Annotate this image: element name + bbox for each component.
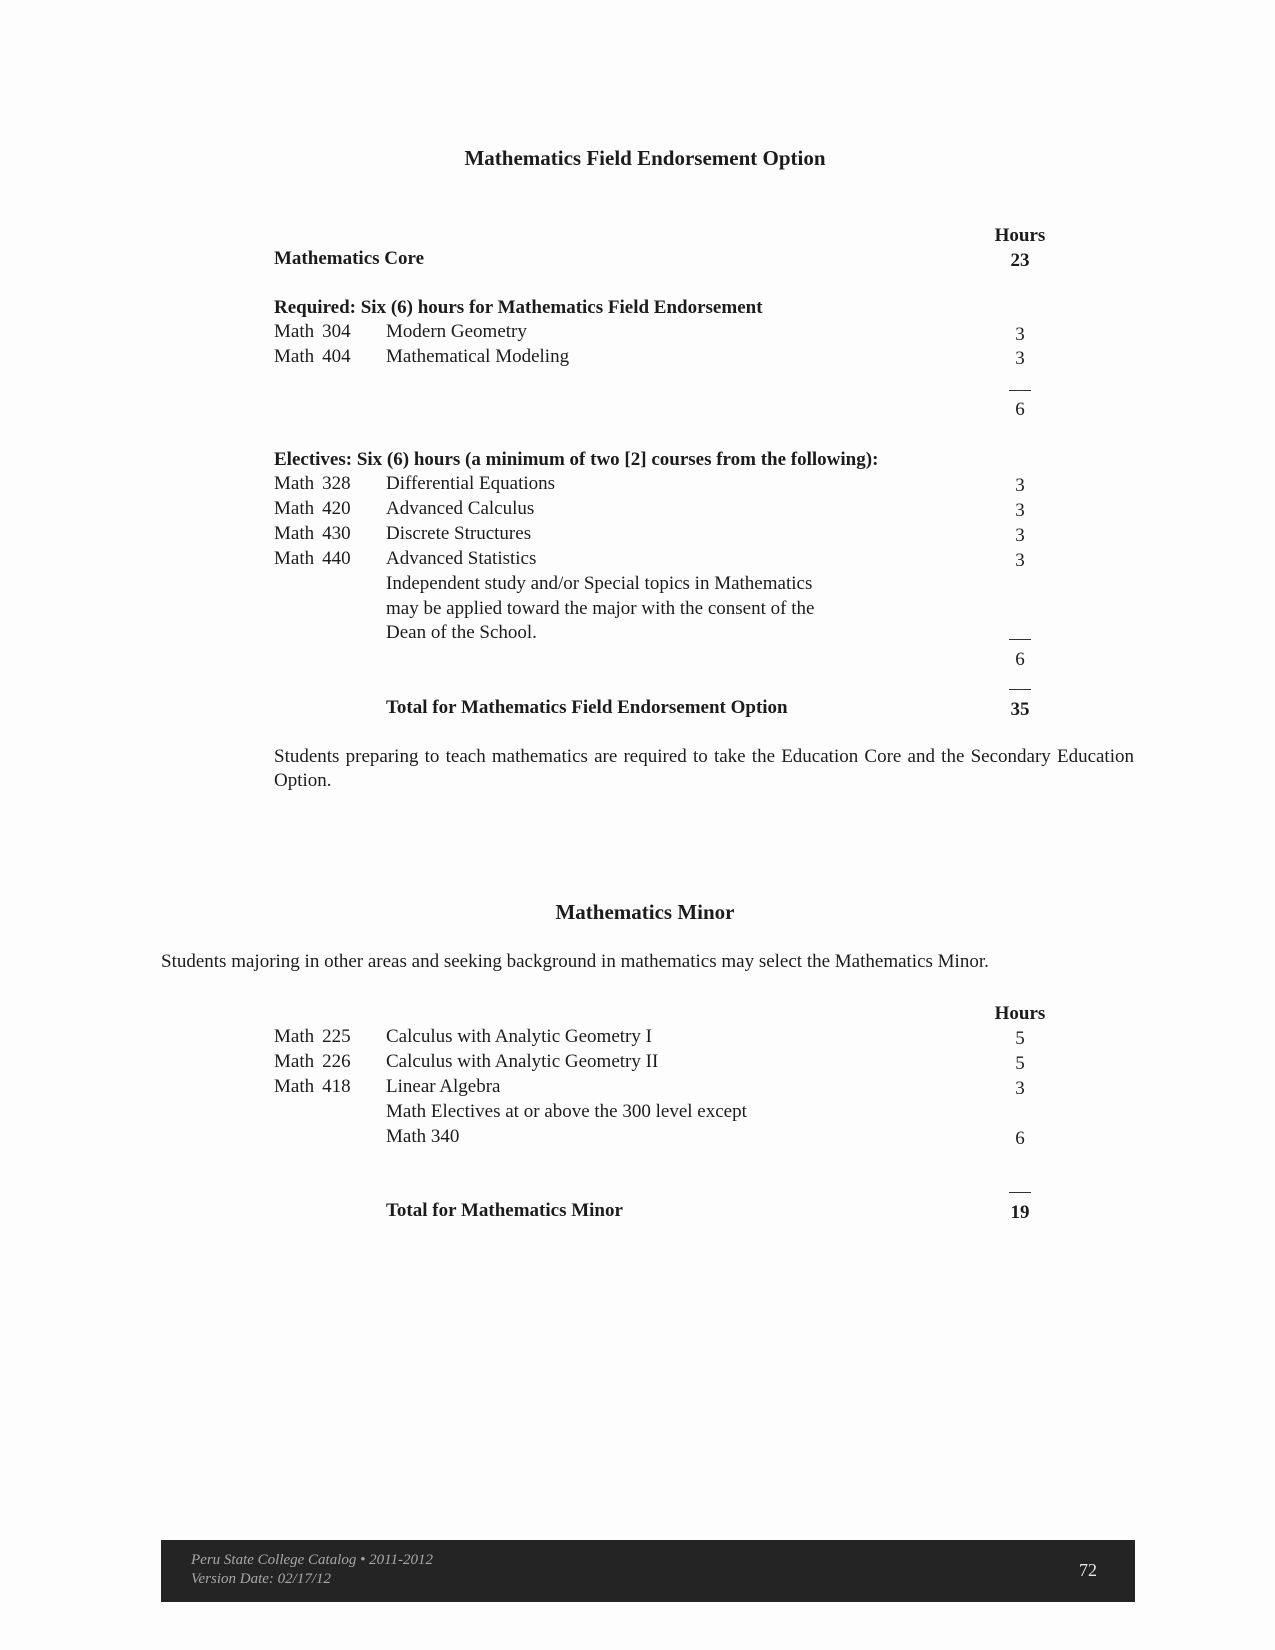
course-name: Modern Geometry	[386, 321, 527, 342]
minor-total-hours: 19	[1010, 1202, 1030, 1223]
course-code: Math 420	[274, 498, 351, 519]
course-code: Math 226	[274, 1051, 351, 1072]
course-hours: 3	[1015, 500, 1025, 521]
course-name: Mathematical Modeling	[386, 346, 570, 367]
course-hours: 3	[1015, 1078, 1025, 1099]
total-label: Total for Mathematics Field Endorsement Option	[386, 697, 788, 718]
section-title-endorsement: Mathematics Field Endorsement Option	[464, 146, 826, 170]
course-code: Math 304	[274, 321, 351, 342]
course-name: Advanced Calculus	[386, 498, 535, 519]
section-title-minor: Mathematics Minor	[555, 900, 735, 924]
course-code: Math 430	[274, 523, 351, 544]
minor-total-label: Total for Mathematics Minor	[386, 1200, 623, 1221]
electives-hours: 6	[1015, 1128, 1025, 1149]
page-number: 72	[1079, 1560, 1097, 1580]
course-name: Differential Equations	[386, 473, 556, 494]
elective-note-line: may be applied toward the major with the consent of the	[386, 598, 815, 619]
course-hours: 3	[1015, 525, 1025, 546]
course-name: Calculus with Analytic Geometry I	[386, 1026, 652, 1047]
core-hours: 23	[1010, 250, 1030, 271]
electives-subtotal: 6	[1015, 649, 1025, 670]
electives-line: Math Electives at or above the 300 level except	[386, 1101, 747, 1122]
course-name: Linear Algebra	[386, 1076, 501, 1097]
total-hours: 35	[1010, 699, 1030, 720]
required-subtotal: 6	[1015, 399, 1025, 420]
subtotal-rule	[1009, 390, 1031, 391]
course-hours: 3	[1015, 348, 1025, 369]
version-date: Version Date: 02/17/12	[191, 1571, 331, 1587]
electives-line: Math 340	[386, 1126, 460, 1147]
course-code: Math 440	[274, 548, 351, 569]
total-rule	[1009, 1192, 1031, 1193]
required-heading: Required: Six (6) hours for Mathematics Field Endorsement	[274, 297, 763, 318]
course-name: Discrete Structures	[386, 523, 532, 544]
course-hours: 3	[1015, 324, 1025, 345]
elective-note-line: Independent study and/or Special topics in Mathematics	[386, 573, 813, 594]
electives-heading: Electives: Six (6) hours (a minimum of two [2] courses from the following):	[274, 449, 879, 470]
course-name: Calculus with Analytic Geometry II	[386, 1051, 659, 1072]
course-code: Math 328	[274, 473, 351, 494]
course-hours: 3	[1015, 475, 1025, 496]
total-rule	[1009, 689, 1031, 690]
core-label: Mathematics Core	[274, 248, 425, 269]
course-hours: 3	[1015, 550, 1025, 571]
course-name: Advanced Statistics	[386, 548, 537, 569]
course-code: Math 418	[274, 1076, 351, 1097]
course-code: Math 404	[274, 346, 351, 367]
subtotal-rule	[1009, 639, 1031, 640]
course-hours: 5	[1015, 1028, 1025, 1049]
teaching-note: Students preparing to teach mathematics are required to take the Education Core and the Secondary Education Option.	[274, 746, 1134, 791]
hours-header: Hours	[994, 225, 1046, 246]
page-footer	[161, 1540, 1135, 1602]
catalog-title: Peru State College Catalog • 2011-2012	[191, 1552, 434, 1568]
hours-header: Hours	[994, 1003, 1046, 1024]
course-code: Math 225	[274, 1026, 351, 1047]
minor-intro: Students majoring in other areas and seeking background in mathematics may select the Mathematics Minor.	[161, 951, 989, 972]
course-hours: 5	[1015, 1053, 1025, 1074]
elective-note-line: Dean of the School.	[386, 622, 537, 643]
